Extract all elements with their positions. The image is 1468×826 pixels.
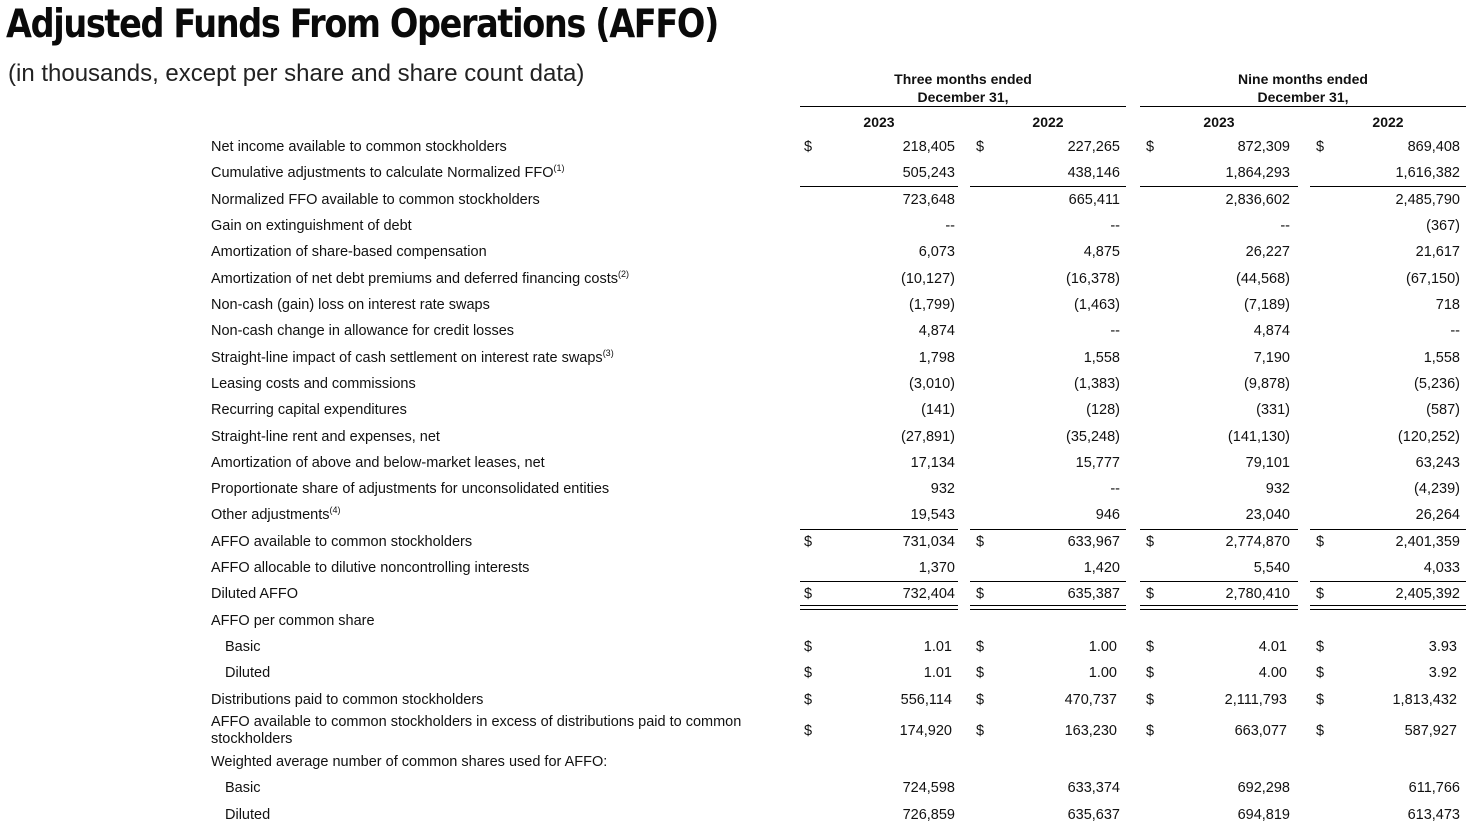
row-label-text: Non-cash change in allowance for credit losses (211, 323, 515, 339)
value-cell: (331) (1256, 402, 1290, 418)
value-cell: -- (1450, 323, 1460, 339)
value-cell: 1,420 (1083, 560, 1120, 576)
row-label-text: Cumulative adjustments to calculate Normalized FFO (211, 165, 554, 181)
value-cell: 2,780,410 (1225, 586, 1290, 602)
row-label (211, 271, 629, 288)
value-cell: 1,864,293 (1225, 165, 1290, 181)
row-label (211, 376, 416, 393)
value-cell: 1,616,382 (1395, 165, 1460, 181)
footnote-marker: (2) (618, 269, 630, 280)
nine-months-header (1140, 70, 1466, 106)
value-cell: 633,967 (1067, 534, 1120, 550)
row-label-text: Other adjustments (211, 507, 330, 523)
row-label-text: AFFO available to common stockholders in excess of distributions paid to common stockholders (211, 714, 742, 747)
row-label (211, 323, 514, 340)
row-label-text: AFFO per common share (211, 613, 375, 629)
value-cell: (35,248) (1065, 429, 1120, 445)
table-rule (1140, 529, 1298, 530)
value-cell: 4,875 (1083, 244, 1120, 260)
currency-symbol: $ (1316, 586, 1325, 602)
currency-symbol: $ (1146, 692, 1155, 708)
three-months-header-rule (800, 106, 1126, 107)
nine-months-header-line2: December 31, (1257, 89, 1349, 105)
currency-symbol: $ (976, 586, 985, 602)
currency-symbol: $ (1316, 723, 1325, 739)
value-cell: 3.92 (1428, 665, 1457, 681)
row-label (211, 481, 609, 498)
value-cell: 4,874 (918, 323, 955, 339)
value-cell: 438,146 (1067, 165, 1120, 181)
row-label-text: Amortization of above and below-market leases, net (211, 455, 545, 471)
table-rule (1140, 581, 1298, 582)
value-cell: 23,040 (1245, 507, 1290, 523)
value-cell: 869,408 (1407, 139, 1460, 155)
value-cell: (128) (1086, 402, 1120, 418)
page-title: Adjusted Funds From Operations (AFFO) (6, 2, 718, 47)
currency-symbol: $ (804, 586, 813, 602)
value-cell: 5,540 (1253, 560, 1290, 576)
three-months-header (800, 70, 1126, 106)
year-header: 2023 (1203, 114, 1235, 130)
currency-symbol: $ (976, 665, 985, 681)
value-cell: -- (1280, 218, 1290, 234)
value-cell: 163,230 (1064, 723, 1117, 739)
row-label (211, 350, 614, 367)
row-label (211, 534, 472, 551)
value-cell: (4,239) (1414, 481, 1460, 497)
three-months-header-line1: Three months ended (894, 71, 1032, 87)
currency-symbol: $ (1146, 586, 1155, 602)
currency-symbol: $ (804, 139, 813, 155)
value-cell: (1,463) (1074, 297, 1120, 313)
value-cell: (10,127) (900, 271, 955, 287)
value-cell: 1.01 (923, 639, 952, 655)
three-months-header-line2: December 31, (917, 89, 1009, 105)
value-cell: 4,033 (1423, 560, 1460, 576)
currency-symbol: $ (1146, 534, 1155, 550)
value-cell: 4.00 (1258, 665, 1287, 681)
year-header: 2022 (1372, 114, 1404, 130)
value-cell: 946 (1095, 507, 1120, 523)
row-label (211, 192, 540, 209)
value-cell: 2,405,392 (1395, 586, 1460, 602)
currency-symbol: $ (804, 692, 813, 708)
value-cell: 635,637 (1067, 807, 1120, 823)
value-cell: -- (1110, 481, 1120, 497)
value-cell: 7,190 (1253, 350, 1290, 366)
currency-symbol: $ (976, 139, 985, 155)
footnote-marker: (4) (329, 505, 341, 516)
row-label (211, 714, 776, 748)
row-label-text: Net income available to common stockholders (211, 139, 507, 155)
row-label-text: Leasing costs and commissions (211, 376, 416, 392)
value-cell: 26,227 (1245, 244, 1290, 260)
row-label-text: Diluted (225, 807, 271, 823)
row-label-text: Proportionate share of adjustments for unconsolidated entities (211, 481, 610, 497)
row-label (225, 665, 270, 682)
value-cell: 663,077 (1234, 723, 1287, 739)
row-label-text: Basic (225, 780, 261, 796)
value-cell: 174,920 (899, 723, 952, 739)
row-label (211, 218, 412, 235)
row-label (211, 455, 545, 472)
value-cell: (587) (1426, 402, 1460, 418)
value-cell: 724,598 (902, 780, 955, 796)
year-header: 2023 (863, 114, 895, 130)
value-cell: 932 (930, 481, 955, 497)
value-cell: (141,130) (1227, 429, 1290, 445)
value-cell: 1,370 (918, 560, 955, 576)
currency-symbol: $ (804, 665, 813, 681)
table-rule (800, 186, 958, 187)
currency-symbol: $ (976, 534, 985, 550)
value-cell: (367) (1426, 218, 1460, 234)
value-cell: 2,485,790 (1395, 192, 1460, 208)
value-cell: 556,114 (900, 692, 952, 708)
row-label-text: AFFO allocable to dilutive noncontrolling interests (211, 560, 530, 576)
value-cell: 732,404 (902, 586, 955, 602)
value-cell: -- (1110, 323, 1120, 339)
value-cell: 613,473 (1407, 807, 1460, 823)
nine-months-header-line1: Nine months ended (1238, 71, 1368, 87)
value-cell: 3.93 (1428, 639, 1457, 655)
value-cell: 1,813,432 (1392, 692, 1457, 708)
row-label (211, 613, 375, 630)
row-label (211, 586, 298, 603)
currency-symbol: $ (976, 723, 985, 739)
value-cell: 718 (1435, 297, 1460, 313)
table-rule (1310, 186, 1466, 187)
nine-months-header-rule (1140, 106, 1466, 107)
year-header: 2022 (1032, 114, 1064, 130)
value-cell: 932 (1265, 481, 1290, 497)
value-cell: 26,264 (1415, 507, 1460, 523)
currency-symbol: $ (1146, 665, 1155, 681)
value-cell: 2,401,359 (1395, 534, 1460, 550)
row-label (211, 692, 483, 709)
row-label (211, 507, 340, 524)
currency-symbol: $ (1316, 639, 1325, 655)
row-label (225, 807, 270, 824)
value-cell: 470,737 (1064, 692, 1117, 708)
row-label (211, 139, 507, 156)
row-label (211, 402, 407, 419)
table-rule (970, 186, 1126, 187)
row-label-text: Non-cash (gain) loss on interest rate swaps (211, 297, 490, 313)
row-label-text: Distributions paid to common stockholders (211, 692, 484, 708)
table-rule (1310, 581, 1466, 582)
value-cell: 635,387 (1067, 586, 1120, 602)
value-cell: 2,111,793 (1224, 692, 1287, 708)
currency-symbol: $ (1316, 692, 1325, 708)
currency-symbol: $ (976, 692, 985, 708)
currency-symbol: $ (804, 534, 813, 550)
currency-symbol: $ (1146, 139, 1155, 155)
value-cell: 2,774,870 (1225, 534, 1290, 550)
value-cell: 218,405 (902, 139, 955, 155)
row-label (211, 429, 440, 446)
row-label (211, 244, 487, 261)
currency-symbol: $ (1316, 665, 1325, 681)
table-rule (800, 581, 958, 582)
value-cell: 19,543 (910, 507, 955, 523)
value-cell: (1,383) (1074, 376, 1120, 392)
value-cell: (9,878) (1244, 376, 1290, 392)
row-label-text: AFFO available to common stockholders (211, 534, 473, 550)
value-cell: (141) (921, 402, 955, 418)
table-rule (1310, 529, 1466, 530)
value-cell: (5,236) (1414, 376, 1460, 392)
currency-symbol: $ (1316, 534, 1325, 550)
currency-symbol: $ (804, 723, 813, 739)
value-cell: 611,766 (1408, 780, 1460, 796)
value-cell: 1.00 (1088, 665, 1117, 681)
currency-symbol: $ (1146, 639, 1155, 655)
row-label-text: Diluted AFFO (211, 586, 299, 602)
value-cell: 692,298 (1237, 780, 1290, 796)
value-cell: 21,617 (1415, 244, 1460, 260)
currency-symbol: $ (804, 639, 813, 655)
row-label (211, 297, 490, 314)
footnote-marker: (3) (602, 348, 614, 359)
value-cell: 665,411 (1068, 192, 1120, 208)
value-cell: 4.01 (1258, 639, 1287, 655)
value-cell: 872,309 (1237, 139, 1290, 155)
table-rule (970, 605, 1126, 610)
row-label-text: Gain on extinguishment of debt (211, 218, 412, 234)
value-cell: 1.00 (1088, 639, 1117, 655)
currency-symbol: $ (976, 639, 985, 655)
table-rule (970, 581, 1126, 582)
value-cell: 694,819 (1237, 807, 1290, 823)
row-label-text: Straight-line impact of cash settlement on interest rate swaps (211, 350, 603, 366)
row-label (225, 780, 260, 797)
value-cell: -- (1110, 218, 1120, 234)
value-cell: 1,558 (1083, 350, 1120, 366)
value-cell: (27,891) (900, 429, 955, 445)
value-cell: 731,034 (902, 534, 955, 550)
value-cell: 15,777 (1075, 455, 1120, 471)
table-rule (970, 529, 1126, 530)
value-cell: (16,378) (1065, 271, 1120, 287)
table-rule (1140, 605, 1298, 610)
value-cell: 505,243 (902, 165, 955, 181)
currency-symbol: $ (1316, 139, 1325, 155)
table-rule (1140, 186, 1298, 187)
page-subtitle: (in thousands, except per share and share count data) (8, 60, 585, 87)
currency-symbol: $ (1146, 723, 1155, 739)
row-label (211, 560, 529, 577)
row-label (211, 165, 565, 182)
value-cell: 2,836,602 (1225, 192, 1290, 208)
value-cell: (1,799) (909, 297, 955, 313)
row-label (211, 754, 607, 771)
row-label-text: Weighted average number of common shares used for AFFO: (211, 754, 608, 770)
value-cell: 6,073 (918, 244, 955, 260)
row-label-text: Recurring capital expenditures (211, 402, 407, 418)
row-label (225, 639, 260, 656)
value-cell: 726,859 (902, 807, 955, 823)
value-cell: (44,568) (1235, 271, 1290, 287)
value-cell: (3,010) (909, 376, 955, 392)
footnote-marker: (1) (553, 163, 565, 174)
row-label-text: Amortization of share-based compensation (211, 244, 487, 260)
value-cell: (120,252) (1397, 429, 1460, 445)
value-cell: 723,648 (902, 192, 955, 208)
value-cell: 63,243 (1415, 455, 1460, 471)
value-cell: (67,150) (1405, 271, 1460, 287)
row-label-text: Straight-line rent and expenses, net (211, 429, 440, 445)
value-cell: 1.01 (923, 665, 952, 681)
row-label-text: Basic (225, 639, 261, 655)
row-label-text: Normalized FFO available to common stockholders (211, 192, 540, 208)
value-cell: 633,374 (1067, 780, 1120, 796)
value-cell: 79,101 (1245, 455, 1290, 471)
value-cell: -- (945, 218, 955, 234)
row-label-text: Amortization of net debt premiums and deferred financing costs (211, 271, 619, 287)
value-cell: 227,265 (1067, 139, 1120, 155)
value-cell: 4,874 (1253, 323, 1290, 339)
value-cell: 587,927 (1404, 723, 1457, 739)
value-cell: (7,189) (1244, 297, 1290, 313)
table-rule (1310, 605, 1466, 610)
value-cell: 1,798 (918, 350, 955, 366)
table-rule (800, 529, 958, 530)
table-rule (800, 605, 958, 610)
value-cell: 17,134 (910, 455, 955, 471)
row-label-text: Diluted (225, 665, 271, 681)
value-cell: 1,558 (1423, 350, 1460, 366)
